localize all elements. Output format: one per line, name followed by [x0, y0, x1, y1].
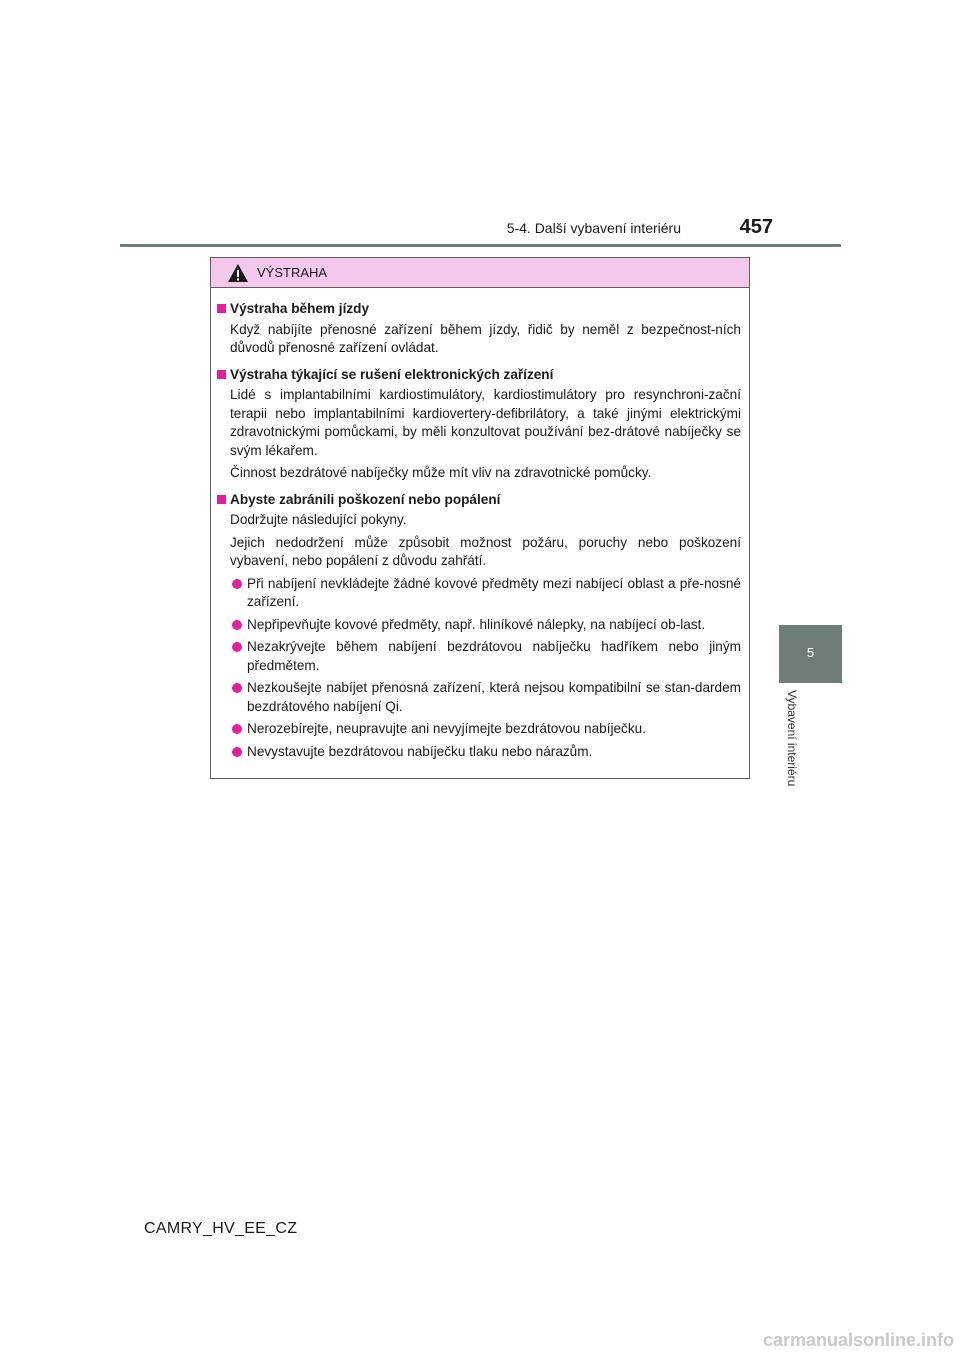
document-code: CAMRY_HV_EE_CZ [144, 1220, 298, 1237]
paragraph: Lidé s implantabilními kardiostimulátory, kardiostimulátory pro resynchroni-zační terapii nebo implantabilními kardiovertery-defibrilátory, a také jinými elektrickými zdravotnickými pomůckami, by měli konzultovat používání bez-drátové nabíječky se svým lékařem. [230, 387, 741, 458]
section-heading [217, 366, 741, 385]
list-item-text: Nepřipevňujte kovové předměty, např. hliníkové nálepky, na nabíjecí ob-last. [247, 616, 706, 632]
section-heading-text: Výstraha týkající se rušení elektronických zařízení [230, 366, 554, 382]
round-bullet-icon [232, 642, 242, 652]
round-bullet-icon [232, 724, 242, 734]
section-heading [217, 300, 741, 319]
list-item [217, 720, 741, 739]
list-item [217, 638, 741, 675]
list-item [217, 616, 741, 635]
square-bullet-icon [217, 304, 226, 313]
chapter-number: 5 [806, 645, 815, 660]
warning-body [211, 288, 749, 761]
list-item-text: Nevystavujte bezdrátovou nabíječku tlaku nebo nárazům. [247, 743, 593, 759]
square-bullet-icon [217, 370, 226, 379]
warning-triangle-icon [227, 263, 249, 283]
round-bullet-icon [232, 683, 242, 693]
square-bullet-icon [217, 495, 226, 504]
round-bullet-icon [232, 747, 242, 757]
list-item [217, 743, 741, 762]
section-heading [217, 491, 741, 510]
round-bullet-icon [232, 579, 242, 589]
chapter-tab [779, 625, 842, 683]
list-item-text: Nezakrývejte během nabíjení bezdrátovou nabíječku hadříkem nebo jiným předmětem. [247, 639, 741, 673]
page-header [120, 216, 841, 246]
header-rule [120, 244, 841, 247]
paragraph: Dodržujte následující pokyny. [230, 512, 407, 527]
list-item-text: Nerozebírejte, neupravujte ani nevyjímejte bezdrátovou nabíječku. [247, 721, 646, 736]
watermark: carmanualsonline.info [762, 1330, 954, 1350]
warning-header [211, 258, 749, 288]
list-item-text: Při nabíjení nevkládejte žádné kovové předměty mezi nabíjecí oblast a pře-nosné zařízení. [247, 575, 741, 609]
warning-title: VÝSTRAHA [257, 265, 328, 280]
list-item-text: Nezkoušejte nabíjet přenosná zařízení, která nejsou kompatibilní se stan-dardem bezdrátového nabíjení Qi. [247, 680, 741, 714]
chapter-title-vertical [783, 690, 807, 810]
list-item [217, 575, 741, 612]
paragraph: Když nabíjíte přenosné zařízení během jízdy, řidič by neměl z bezpečnost-ních důvodů přenosné zařízení ovládat. [230, 321, 741, 355]
chapter-title: Vybavení interiéru [785, 690, 799, 787]
round-bullet-icon [232, 620, 242, 630]
paragraph: Jejich nedodržení může způsobit možnost požáru, poruchy nebo poškození vybavení, nebo popálení z důvodu zahřátí. [230, 534, 741, 568]
list-item [217, 679, 741, 716]
section-title: 5-4. Další vybavení interiéru [506, 220, 681, 236]
section-heading-text: Výstraha během jízdy [230, 301, 370, 316]
section-heading-text: Abyste zabránili poškození nebo popálení [230, 491, 501, 507]
paragraph: Činnost bezdrátové nabíječky může mít vliv na zdravotnické pomůcky. [230, 465, 652, 480]
page-number: 457 [739, 216, 773, 238]
warning-box [210, 257, 750, 779]
